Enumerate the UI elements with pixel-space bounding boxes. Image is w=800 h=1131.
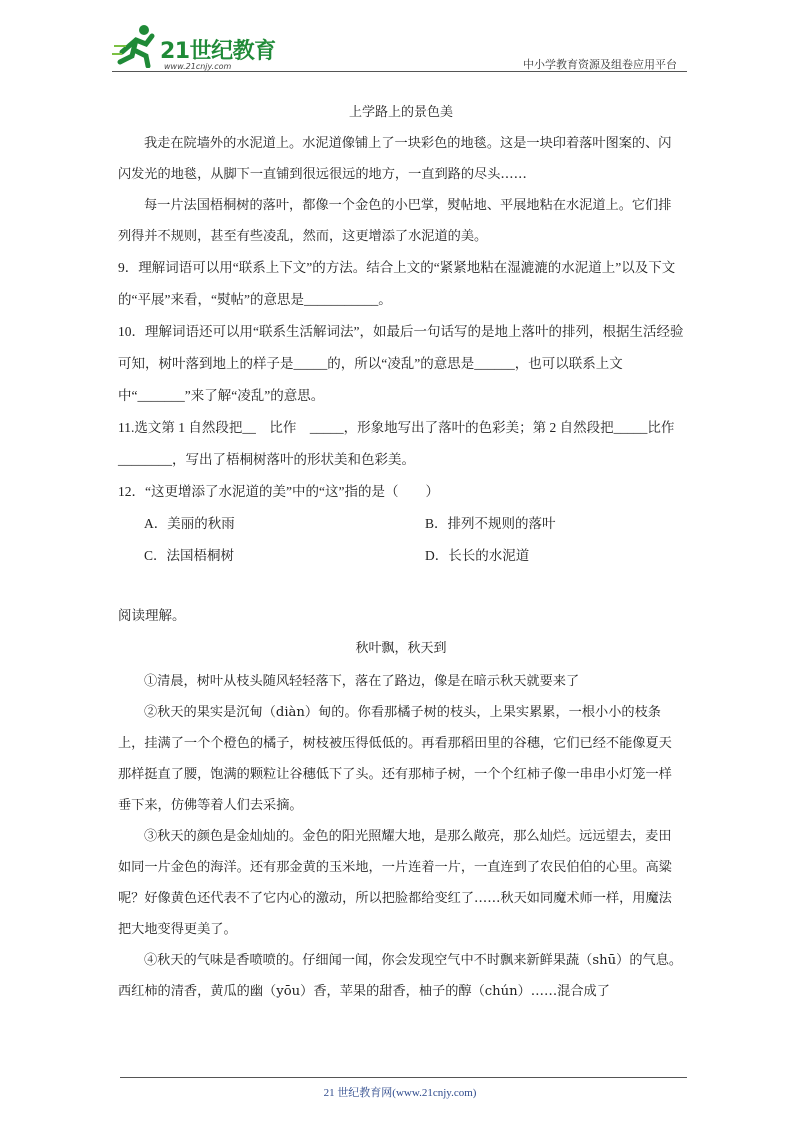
option-c[interactable]: C．法国梧桐树 (144, 548, 235, 563)
options-row-2 (118, 540, 684, 572)
footer-divider (120, 1077, 687, 1078)
passage1-title: 上学路上的景色美 (348, 105, 453, 120)
passage1-paragraph-1: 我走在院墙外的水泥道上。水泥道像铺上了一块彩色的地毯。这是一块印着落叶图案的、闪闪发光的地毯，从脚下一直铺到很远很远的地方，一直到路的尽头…… (118, 136, 672, 182)
platform-label: 中小学教育资源及组卷应用平台 (523, 58, 677, 71)
header-divider (112, 71, 687, 72)
options-row-1 (118, 508, 684, 540)
passage2-paragraph-4: ④秋天的气味是香喷喷的。仔细闻一闻，你会发现空气中不时飘来新鲜果蔬（shū）的气息。西红柿的清香，黄瓜的幽（yōu）香，苹果的甜香，柚子的醇（chún）……混合成了 (118, 953, 683, 999)
option-b[interactable]: B．排列不规则的落叶 (425, 516, 556, 531)
passage2-paragraph-3: ③秋天的颜色是金灿灿的。金色的阳光照耀大地，是那么敞亮，那么灿烂。远远望去，麦田如同一片金色的海洋。还有那金黄的玉米地，一片连着一片，一直连到了农民伯伯的心里。高粱呢？好像黄色还代表不了它内心的激动，所以把脸都给变红了……秋天如同魔术师一样，用魔法把大地变得更美了。 (118, 829, 672, 937)
passage1-paragraph-2: 每一片法国梧桐树的落叶，都像一个金色的小巴掌，熨帖地、平展地粘在水泥道上。它们排列得并不规则，甚至有些凌乱，然而，这更增添了水泥道的美。 (118, 198, 672, 244)
passage2-paragraph-2: ②秋天的果实是沉甸（diàn）甸的。你看那橘子树的枝头，上果实累累，一根小小的枝条上，挂满了一个个橙色的橘子，树枝被压得低低的。再看那稻田里的谷穗，它们已经不能像夏天那样挺直了腰，饱满的颗粒让谷穗低下了头。还有那柿子树，一个个红柿子像一串串小灯笼一样垂下来，仿佛等着人们去采摘。 (118, 705, 672, 813)
page-header (112, 22, 687, 74)
question-12: 12．“这更增添了水泥道的美”中的“这”指的是（ ） (118, 484, 439, 499)
section-label: 阅读理解。 (118, 608, 186, 623)
passage2-title: 秋叶飘，秋天到 (355, 641, 447, 656)
option-a[interactable]: A．美丽的秋雨 (144, 516, 235, 531)
document-body (118, 98, 684, 1007)
question-9: 9．理解词语可以用“联系上下文”的方法。结合上文的“紧紧地粘在湿漉漉的水泥道上”以及下文的“平展”来看，“熨帖”的意思是___________。 (118, 260, 676, 307)
logo-url: www.21cnjy.com (164, 62, 232, 71)
option-d[interactable]: D．长长的水泥道 (425, 548, 530, 563)
page-footer: 21 世纪教育网(www.21cnjy.com) (323, 1087, 477, 1099)
logo-text: 21世纪教育 (160, 39, 276, 64)
runner-logo-icon (112, 22, 162, 68)
passage2-paragraph-1: ①清晨，树叶从枝头随风轻轻落下，落在了路边，像是在暗示秋天就要来了 (144, 674, 580, 689)
site-logo (112, 22, 282, 74)
question-11: 11.选文第 1 自然段把__ 比作 _____，形象地写出了落叶的色彩美；第 2 自然段把_____比作________，写出了梧桐树落叶的形状美和色彩美。 (118, 420, 675, 467)
question-10: 10．理解词语还可以用“联系生活解词法”，如最后一句话写的是地上落叶的排列，根据生活经验可知，树叶落到地上的样子是_____的，所以“凌乱”的意思是______，也可以联系上文中“_______”来了解“凌乱”的意思。 (118, 324, 684, 403)
